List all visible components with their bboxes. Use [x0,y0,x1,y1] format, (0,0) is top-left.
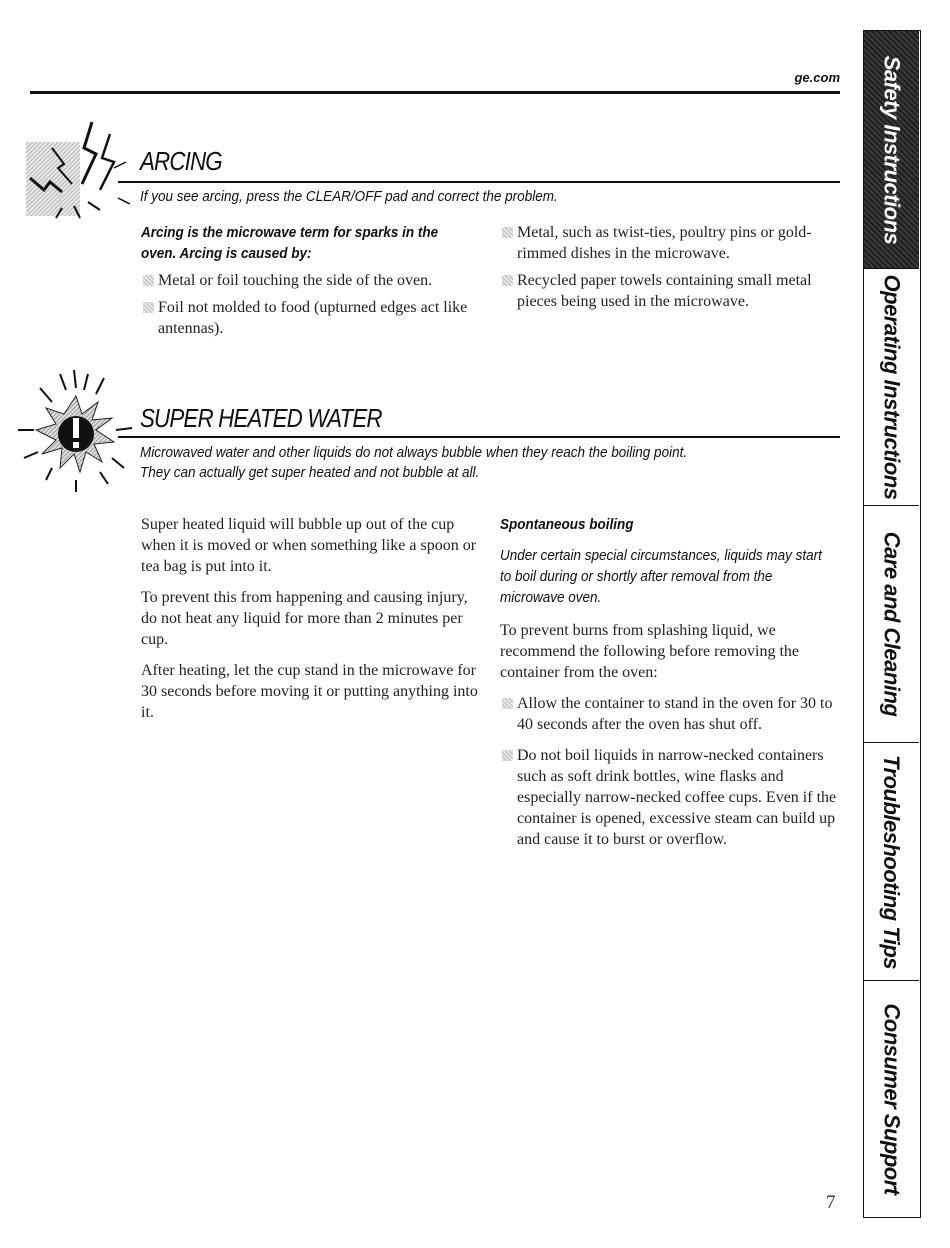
tab-care-and-cleaning[interactable] [864,506,919,743]
tab-operating-instructions[interactable] [864,269,919,506]
arcing-lead: Arcing is the microwave term for sparks in the oven. Arcing is caused by: [141,224,439,262]
list-item: Allow the container to stand in the oven for 30 to 40 seconds after the oven has shut off. [500,693,840,735]
tab-troubleshooting-tips[interactable] [864,743,919,981]
paragraph: To prevent this from happening and causing injury, do not heat any liquid for more than 2 minutes per cup. [141,589,468,648]
paragraph: After heating, let the cup stand in the microwave for 30 seconds before moving it or putting anything into it. [141,662,478,721]
list-item: Do not boil liquids in narrow-necked containers such as soft drink bottles, wine flasks and especially narrow-necked coffee cups. Even if the container is opened, excessive steam can build up and cause it to burst or overflow. [500,745,840,850]
list-item: Foil not molded to food (upturned edges act like antennas). [141,297,486,339]
list-item: Recycled paper towels containing small metal pieces being used in the microwave. [500,270,840,312]
list-item: Metal or foil touching the side of the oven. [141,270,486,291]
superheated-title: SUPER HEATED WATER [140,403,382,433]
tab-label: Care and Cleaning [879,531,905,717]
arcing-intro: If you see arcing, press the CLEAR/OFF pad and correct the problem. [140,188,558,205]
superheated-right-column [500,514,840,856]
paragraph: To prevent burns from splashing liquid, we recommend the following before removing the container from the oven: [500,622,800,681]
bullet-square-icon [502,275,513,286]
lightning-spark-icon [22,118,132,223]
superheated-left-column [141,514,481,733]
superheated-rule [118,436,840,438]
warning-burst-icon [16,368,134,496]
section-tabs [863,30,921,1218]
tab-label: Consumer Support [879,1002,905,1195]
arcing-rule [118,181,840,183]
bullet-square-icon [502,227,513,238]
bullet-square-icon [143,302,154,313]
site-url[interactable]: ge.com [794,70,840,85]
paragraph: Super heated liquid will bubble up out of the cup when it is moved or when something like a spoon or tea bag is put into it. [141,516,477,575]
tab-consumer-support[interactable] [864,981,919,1216]
tab-safety-instructions[interactable] [864,31,919,269]
superheated-intro: Microwaved water and other liquids do not always bubble when they reach the boiling point. They can actually get super heated and not bubble at all. [140,444,688,481]
tab-label: Troubleshooting Tips [879,754,905,969]
spontaneous-boiling-note: Under certain special circumstances, liquids may start to boil during or shortly after removal from the microwave oven. [500,547,822,606]
bullet-square-icon [143,275,154,286]
page-number: 7 [826,1192,836,1213]
bullet-square-icon [502,750,513,761]
tab-label: Operating Instructions [879,274,905,500]
header-rule [30,91,840,94]
arcing-right-column [500,222,840,318]
arcing-title: ARCING [140,146,222,176]
bullet-square-icon [502,698,513,709]
tab-label: Safety Instructions [879,55,905,244]
spontaneous-boiling-heading: Spontaneous boiling [500,516,634,533]
list-item: Metal, such as twist-ties, poultry pins or gold-rimmed dishes in the microwave. [500,222,840,264]
arcing-left-column [141,222,486,345]
